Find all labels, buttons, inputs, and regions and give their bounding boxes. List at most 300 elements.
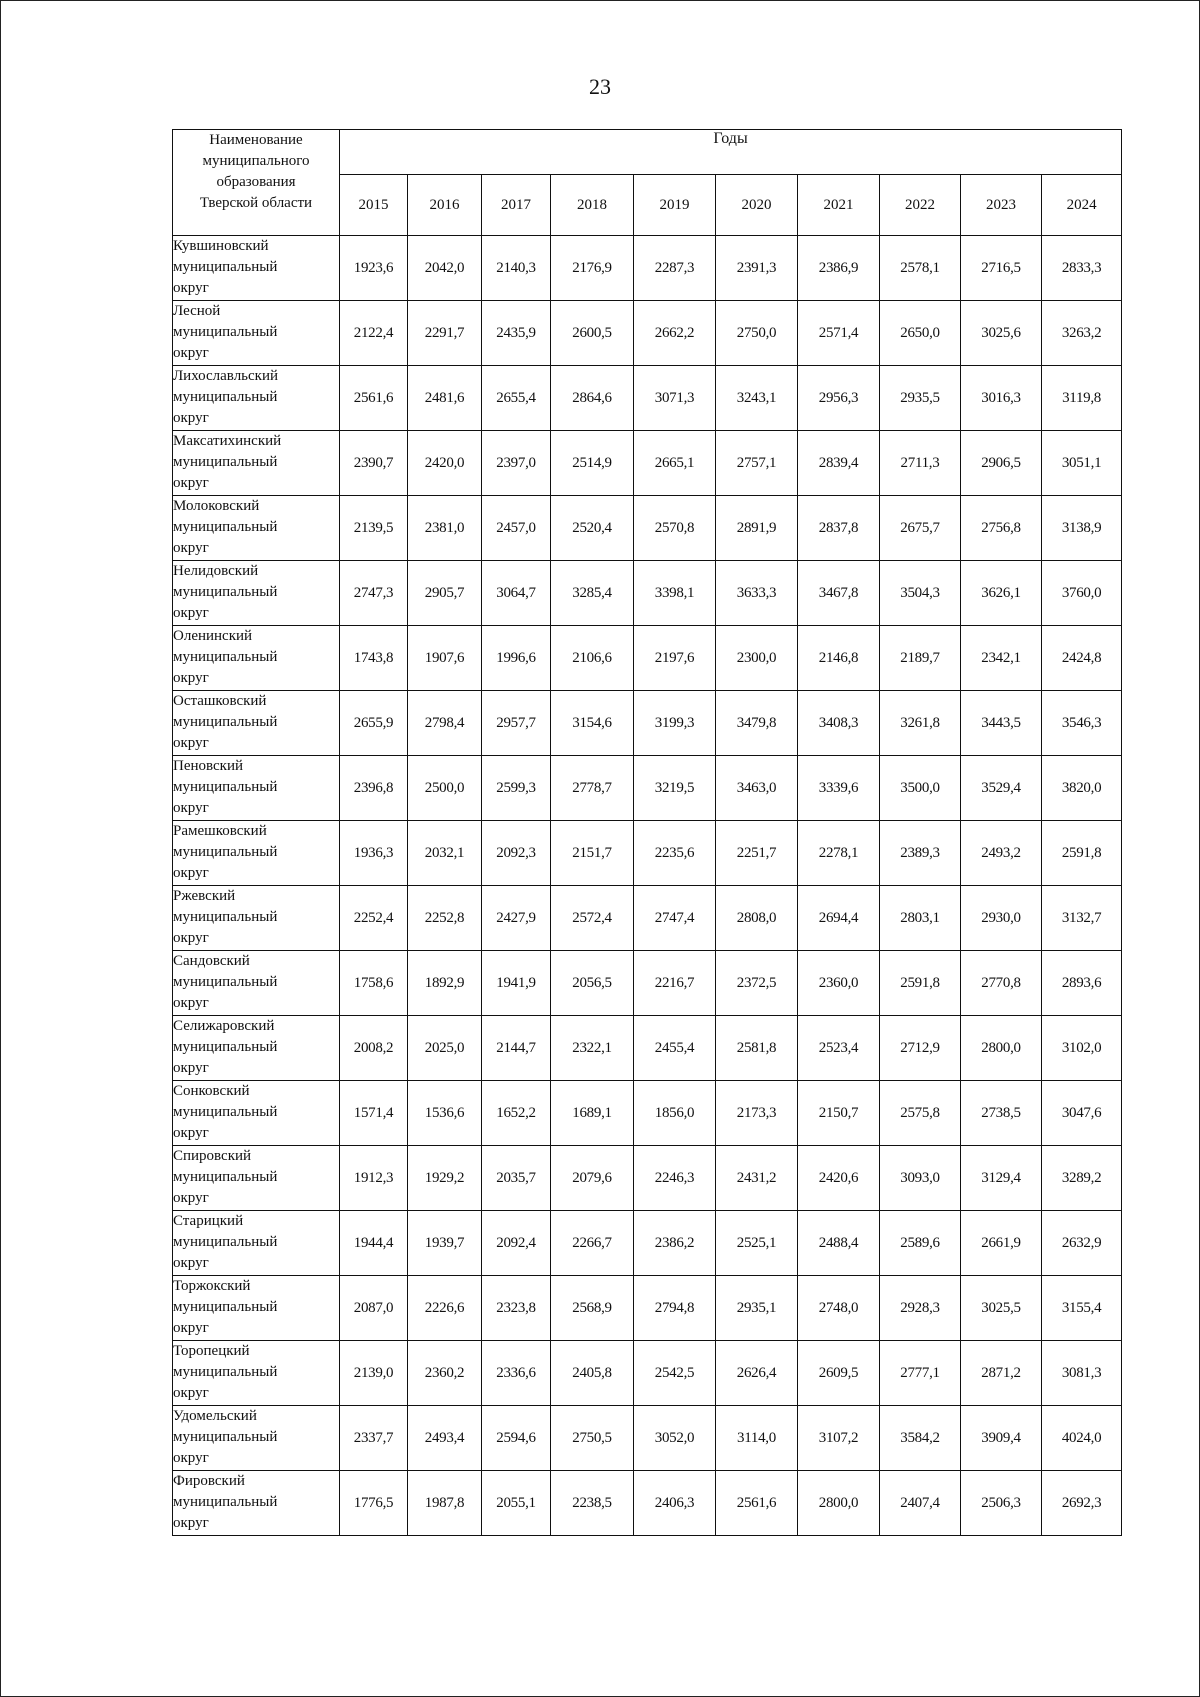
municipality-name-line: муниципальный: [173, 454, 278, 470]
value-cell-2021: 2837,8: [798, 496, 880, 561]
value-cell-2023: 3909,4: [961, 1406, 1042, 1471]
municipality-name-line: округ: [173, 800, 209, 816]
value-cell-2015: 1743,8: [340, 626, 408, 691]
value-cell-2024: 3119,8: [1042, 366, 1122, 431]
municipality-name-line: Сонковский: [173, 1083, 250, 1099]
value-cell-2015: 2337,7: [340, 1406, 408, 1471]
municipality-name-line: муниципальный: [173, 1364, 278, 1380]
value-cell-2024: 2632,9: [1042, 1211, 1122, 1276]
municipality-name-line: округ: [173, 865, 209, 881]
municipality-name-line: муниципальный: [173, 324, 278, 340]
value-cell-2018: 2106,6: [551, 626, 634, 691]
municipality-name-line: муниципальный: [173, 259, 278, 275]
municipality-name-line: Лесной: [173, 303, 221, 319]
value-cell-2019: 2570,8: [634, 496, 716, 561]
municipality-name-line: Оленинский: [173, 628, 253, 644]
value-cell-2019: 2235,6: [634, 821, 716, 886]
value-cell-2017: 2435,9: [482, 301, 551, 366]
value-cell-2023: 2770,8: [961, 951, 1042, 1016]
municipality-name-line: Лихославльский: [173, 368, 279, 384]
municipality-name-cell: [173, 821, 340, 886]
name-header-line: образования: [216, 174, 296, 190]
value-cell-2016: 2500,0: [408, 756, 482, 821]
value-cell-2015: 1758,6: [340, 951, 408, 1016]
municipality-name-line: муниципальный: [173, 584, 278, 600]
value-cell-2022: 2712,9: [880, 1016, 961, 1081]
value-cell-2022: 3584,2: [880, 1406, 961, 1471]
municipality-name-cell: [173, 496, 340, 561]
municipality-name-line: округ: [173, 930, 209, 946]
municipality-name-line: округ: [173, 670, 209, 686]
value-cell-2020: 2300,0: [716, 626, 798, 691]
value-cell-2015: 1923,6: [340, 236, 408, 301]
value-cell-2020: 2251,7: [716, 821, 798, 886]
value-cell-2018: 1689,1: [551, 1081, 634, 1146]
value-cell-2016: 1939,7: [408, 1211, 482, 1276]
value-cell-2019: 1856,0: [634, 1081, 716, 1146]
table-row: [173, 301, 1122, 366]
value-cell-2024: 3132,7: [1042, 886, 1122, 951]
value-cell-2019: 2665,1: [634, 431, 716, 496]
value-cell-2018: 2176,9: [551, 236, 634, 301]
municipality-name-cell: [173, 1276, 340, 1341]
value-cell-2023: 2661,9: [961, 1211, 1042, 1276]
municipality-name-line: Нелидовский: [173, 563, 259, 579]
value-cell-2021: 2748,0: [798, 1276, 880, 1341]
value-cell-2023: 2756,8: [961, 496, 1042, 561]
table-row: [173, 1276, 1122, 1341]
value-cell-2022: 2591,8: [880, 951, 961, 1016]
value-cell-2021: 2146,8: [798, 626, 880, 691]
name-column-header: [173, 130, 340, 236]
value-cell-2020: 2757,1: [716, 431, 798, 496]
table-row: [173, 756, 1122, 821]
municipality-name-line: Удомельский: [173, 1408, 257, 1424]
municipality-name-line: Кувшиновский: [173, 238, 269, 254]
municipality-name-line: округ: [173, 1450, 209, 1466]
table-row: [173, 1211, 1122, 1276]
value-cell-2023: 3129,4: [961, 1146, 1042, 1211]
value-cell-2022: 2650,0: [880, 301, 961, 366]
value-cell-2015: 2122,4: [340, 301, 408, 366]
value-cell-2022: 2675,7: [880, 496, 961, 561]
value-cell-2020: 2808,0: [716, 886, 798, 951]
value-cell-2015: 1944,4: [340, 1211, 408, 1276]
table-row: [173, 561, 1122, 626]
municipality-name-line: Сандовский: [173, 953, 250, 969]
municipality-name-line: Фировский: [173, 1473, 245, 1489]
value-cell-2015: 1912,3: [340, 1146, 408, 1211]
value-cell-2019: 2216,7: [634, 951, 716, 1016]
value-cell-2019: 2542,5: [634, 1341, 716, 1406]
value-cell-2020: 2626,4: [716, 1341, 798, 1406]
value-cell-2017: 2144,7: [482, 1016, 551, 1081]
value-cell-2015: 2561,6: [340, 366, 408, 431]
value-cell-2024: 2893,6: [1042, 951, 1122, 1016]
municipality-name-line: муниципальный: [173, 1169, 278, 1185]
table-header: [173, 130, 1122, 236]
value-cell-2019: 2287,3: [634, 236, 716, 301]
value-cell-2015: 2390,7: [340, 431, 408, 496]
data-table: [172, 129, 1122, 1536]
value-cell-2016: 1987,8: [408, 1471, 482, 1536]
header-row-top: [173, 130, 1122, 175]
value-cell-2022: 2711,3: [880, 431, 961, 496]
value-cell-2024: 3138,9: [1042, 496, 1122, 561]
value-cell-2023: 2871,2: [961, 1341, 1042, 1406]
value-cell-2017: 2594,6: [482, 1406, 551, 1471]
table-row: [173, 1471, 1122, 1536]
value-cell-2019: 2455,4: [634, 1016, 716, 1081]
municipality-name-line: муниципальный: [173, 974, 278, 990]
value-cell-2022: 2575,8: [880, 1081, 961, 1146]
municipality-name-line: Селижаровский: [173, 1018, 275, 1034]
value-cell-2019: 3052,0: [634, 1406, 716, 1471]
municipality-name-line: муниципальный: [173, 649, 278, 665]
value-cell-2024: 4024,0: [1042, 1406, 1122, 1471]
year-header-2017: 2017: [482, 175, 551, 236]
value-cell-2022: 2389,3: [880, 821, 961, 886]
value-cell-2024: 2424,8: [1042, 626, 1122, 691]
value-cell-2021: 2800,0: [798, 1471, 880, 1536]
value-cell-2019: 2662,2: [634, 301, 716, 366]
value-cell-2020: 3114,0: [716, 1406, 798, 1471]
value-cell-2016: 2798,4: [408, 691, 482, 756]
municipality-name-cell: [173, 431, 340, 496]
value-cell-2017: 2655,4: [482, 366, 551, 431]
municipality-name-line: муниципальный: [173, 389, 278, 405]
municipality-name-cell: [173, 1211, 340, 1276]
value-cell-2023: 2716,5: [961, 236, 1042, 301]
value-cell-2020: 3243,1: [716, 366, 798, 431]
value-cell-2016: 2226,6: [408, 1276, 482, 1341]
municipality-name-line: муниципальный: [173, 1039, 278, 1055]
value-cell-2020: 3479,8: [716, 691, 798, 756]
municipality-name-cell: [173, 691, 340, 756]
value-cell-2018: 2520,4: [551, 496, 634, 561]
value-cell-2021: 2360,0: [798, 951, 880, 1016]
table-row: [173, 1081, 1122, 1146]
value-cell-2018: 2750,5: [551, 1406, 634, 1471]
municipality-name-line: Максатихинский: [173, 433, 282, 449]
table-row: [173, 1406, 1122, 1471]
value-cell-2016: 2291,7: [408, 301, 482, 366]
value-cell-2017: 2427,9: [482, 886, 551, 951]
municipality-name-cell: [173, 1081, 340, 1146]
municipality-name-line: Торопецкий: [173, 1343, 250, 1359]
table-row: [173, 496, 1122, 561]
value-cell-2022: 2777,1: [880, 1341, 961, 1406]
value-cell-2017: 2457,0: [482, 496, 551, 561]
value-cell-2020: 2372,5: [716, 951, 798, 1016]
value-cell-2019: 3219,5: [634, 756, 716, 821]
value-cell-2016: 2360,2: [408, 1341, 482, 1406]
value-cell-2018: 3285,4: [551, 561, 634, 626]
value-cell-2024: 3081,3: [1042, 1341, 1122, 1406]
table-row: [173, 886, 1122, 951]
municipality-name-line: округ: [173, 605, 209, 621]
value-cell-2016: 1929,2: [408, 1146, 482, 1211]
municipality-name-line: муниципальный: [173, 844, 278, 860]
value-cell-2017: 1652,2: [482, 1081, 551, 1146]
municipality-name-cell: [173, 951, 340, 1016]
value-cell-2024: 3289,2: [1042, 1146, 1122, 1211]
year-header-2023: 2023: [961, 175, 1042, 236]
value-cell-2020: 3463,0: [716, 756, 798, 821]
municipality-name-line: округ: [173, 1060, 209, 1076]
municipality-name-line: Пеновский: [173, 758, 244, 774]
value-cell-2015: 2747,3: [340, 561, 408, 626]
value-cell-2023: 2906,5: [961, 431, 1042, 496]
value-cell-2019: 2197,6: [634, 626, 716, 691]
value-cell-2022: 2589,6: [880, 1211, 961, 1276]
table-row: [173, 1016, 1122, 1081]
municipality-name-line: округ: [173, 345, 209, 361]
value-cell-2023: 2506,3: [961, 1471, 1042, 1536]
table-row: [173, 626, 1122, 691]
value-cell-2017: 3064,7: [482, 561, 551, 626]
value-cell-2023: 3443,5: [961, 691, 1042, 756]
value-cell-2024: 3047,6: [1042, 1081, 1122, 1146]
year-header-2021: 2021: [798, 175, 880, 236]
value-cell-2018: 2238,5: [551, 1471, 634, 1536]
value-cell-2016: 2381,0: [408, 496, 482, 561]
value-cell-2021: 2839,4: [798, 431, 880, 496]
municipality-name-line: муниципальный: [173, 779, 278, 795]
table-row: [173, 821, 1122, 886]
municipality-name-line: муниципальный: [173, 1429, 278, 1445]
value-cell-2023: 3529,4: [961, 756, 1042, 821]
value-cell-2020: 2561,6: [716, 1471, 798, 1536]
municipality-name-cell: [173, 1016, 340, 1081]
value-cell-2016: 2252,8: [408, 886, 482, 951]
table-row: [173, 1146, 1122, 1211]
table-row: [173, 951, 1122, 1016]
value-cell-2024: 3546,3: [1042, 691, 1122, 756]
value-cell-2017: 2599,3: [482, 756, 551, 821]
municipality-name-line: Спировский: [173, 1148, 252, 1164]
municipality-name-cell: [173, 561, 340, 626]
year-header-2018: 2018: [551, 175, 634, 236]
municipality-name-line: муниципальный: [173, 1494, 278, 1510]
municipality-name-line: округ: [173, 280, 209, 296]
table-row: [173, 366, 1122, 431]
municipality-name-line: муниципальный: [173, 909, 278, 925]
value-cell-2020: 2431,2: [716, 1146, 798, 1211]
value-cell-2021: 3339,6: [798, 756, 880, 821]
municipality-name-cell: [173, 366, 340, 431]
value-cell-2020: 2581,8: [716, 1016, 798, 1081]
year-header-2024: 2024: [1042, 175, 1122, 236]
value-cell-2022: 2935,5: [880, 366, 961, 431]
value-cell-2019: 2794,8: [634, 1276, 716, 1341]
value-cell-2018: 2266,7: [551, 1211, 634, 1276]
value-cell-2019: 2747,4: [634, 886, 716, 951]
value-cell-2023: 2738,5: [961, 1081, 1042, 1146]
value-cell-2016: 2025,0: [408, 1016, 482, 1081]
value-cell-2018: 2151,7: [551, 821, 634, 886]
years-group-header: Годы: [340, 130, 1122, 175]
municipality-name-cell: [173, 1406, 340, 1471]
municipality-name-line: округ: [173, 1320, 209, 1336]
municipality-name-line: муниципальный: [173, 1234, 278, 1250]
value-cell-2016: 1536,6: [408, 1081, 482, 1146]
value-cell-2024: 2692,3: [1042, 1471, 1122, 1536]
value-cell-2017: 1941,9: [482, 951, 551, 1016]
table-row: [173, 431, 1122, 496]
municipality-name-cell: [173, 1471, 340, 1536]
value-cell-2021: 2386,9: [798, 236, 880, 301]
value-cell-2016: 2042,0: [408, 236, 482, 301]
table-row: [173, 1341, 1122, 1406]
value-cell-2017: 2957,7: [482, 691, 551, 756]
municipality-name-line: Ржевский: [173, 888, 236, 904]
value-cell-2023: 3626,1: [961, 561, 1042, 626]
value-cell-2017: 2140,3: [482, 236, 551, 301]
value-cell-2017: 2092,4: [482, 1211, 551, 1276]
value-cell-2024: 2591,8: [1042, 821, 1122, 886]
value-cell-2021: 2523,4: [798, 1016, 880, 1081]
value-cell-2018: 2864,6: [551, 366, 634, 431]
municipality-name-cell: [173, 236, 340, 301]
value-cell-2023: 2342,1: [961, 626, 1042, 691]
value-cell-2017: 2092,3: [482, 821, 551, 886]
name-header-line: муниципального: [202, 153, 310, 169]
value-cell-2018: 2572,4: [551, 886, 634, 951]
value-cell-2017: 2035,7: [482, 1146, 551, 1211]
name-header-line: Тверской области: [199, 195, 313, 211]
value-cell-2022: 2928,3: [880, 1276, 961, 1341]
value-cell-2021: 2420,6: [798, 1146, 880, 1211]
value-cell-2018: 3154,6: [551, 691, 634, 756]
value-cell-2016: 2481,6: [408, 366, 482, 431]
value-cell-2023: 2493,2: [961, 821, 1042, 886]
value-cell-2021: 2150,7: [798, 1081, 880, 1146]
value-cell-2024: 2833,3: [1042, 236, 1122, 301]
municipality-name-cell: [173, 1341, 340, 1406]
value-cell-2015: 2139,5: [340, 496, 408, 561]
value-cell-2019: 3199,3: [634, 691, 716, 756]
municipality-name-cell: [173, 886, 340, 951]
municipality-name-line: округ: [173, 1515, 209, 1531]
value-cell-2024: 3820,0: [1042, 756, 1122, 821]
table-body: [173, 236, 1122, 1536]
value-cell-2020: 2173,3: [716, 1081, 798, 1146]
value-cell-2021: 2488,4: [798, 1211, 880, 1276]
value-cell-2015: 1936,3: [340, 821, 408, 886]
municipality-name-line: округ: [173, 995, 209, 1011]
value-cell-2019: 2386,2: [634, 1211, 716, 1276]
table-row: [173, 691, 1122, 756]
value-cell-2018: 2600,5: [551, 301, 634, 366]
value-cell-2020: 2935,1: [716, 1276, 798, 1341]
page-number: 23: [589, 74, 611, 99]
value-cell-2016: 2032,1: [408, 821, 482, 886]
value-cell-2017: 2055,1: [482, 1471, 551, 1536]
value-cell-2022: 2803,1: [880, 886, 961, 951]
value-cell-2021: 2956,3: [798, 366, 880, 431]
value-cell-2017: 2397,0: [482, 431, 551, 496]
municipality-name-line: муниципальный: [173, 519, 278, 535]
value-cell-2015: 2396,8: [340, 756, 408, 821]
value-cell-2022: 2578,1: [880, 236, 961, 301]
value-cell-2024: 3155,4: [1042, 1276, 1122, 1341]
value-cell-2023: 3025,6: [961, 301, 1042, 366]
value-cell-2024: 3102,0: [1042, 1016, 1122, 1081]
value-cell-2015: 2139,0: [340, 1341, 408, 1406]
value-cell-2022: 3261,8: [880, 691, 961, 756]
municipality-name-line: округ: [173, 1190, 209, 1206]
value-cell-2022: 2189,7: [880, 626, 961, 691]
value-cell-2021: 2278,1: [798, 821, 880, 886]
year-header-2015: 2015: [340, 175, 408, 236]
municipality-name-line: округ: [173, 1125, 209, 1141]
year-header-2020: 2020: [716, 175, 798, 236]
municipality-name-line: Осташковский: [173, 693, 267, 709]
value-cell-2015: 1776,5: [340, 1471, 408, 1536]
municipality-name-line: Рамешковский: [173, 823, 267, 839]
value-cell-2023: 3016,3: [961, 366, 1042, 431]
municipality-name-cell: [173, 626, 340, 691]
value-cell-2018: 2056,5: [551, 951, 634, 1016]
name-header-line: Наименование: [209, 132, 303, 148]
value-cell-2016: 1907,6: [408, 626, 482, 691]
table-row: [173, 236, 1122, 301]
value-cell-2015: 2087,0: [340, 1276, 408, 1341]
value-cell-2015: 1571,4: [340, 1081, 408, 1146]
value-cell-2018: 2514,9: [551, 431, 634, 496]
municipality-name-line: Торжокский: [173, 1278, 251, 1294]
value-cell-2023: 2930,0: [961, 886, 1042, 951]
value-cell-2016: 2493,4: [408, 1406, 482, 1471]
municipality-name-line: муниципальный: [173, 1104, 278, 1120]
value-cell-2019: 3398,1: [634, 561, 716, 626]
municipality-name-line: муниципальный: [173, 1299, 278, 1315]
municipality-name-line: округ: [173, 1385, 209, 1401]
value-cell-2018: 2568,9: [551, 1276, 634, 1341]
year-header-2019: 2019: [634, 175, 716, 236]
value-cell-2020: 3633,3: [716, 561, 798, 626]
value-cell-2019: 2246,3: [634, 1146, 716, 1211]
value-cell-2015: 2655,9: [340, 691, 408, 756]
value-cell-2017: 2323,8: [482, 1276, 551, 1341]
value-cell-2018: 2778,7: [551, 756, 634, 821]
year-header-2016: 2016: [408, 175, 482, 236]
value-cell-2021: 2571,4: [798, 301, 880, 366]
value-cell-2016: 2420,0: [408, 431, 482, 496]
value-cell-2017: 1996,6: [482, 626, 551, 691]
value-cell-2021: 2694,4: [798, 886, 880, 951]
municipality-name-line: округ: [173, 1255, 209, 1271]
value-cell-2024: 3760,0: [1042, 561, 1122, 626]
value-cell-2020: 2391,3: [716, 236, 798, 301]
value-cell-2015: 2008,2: [340, 1016, 408, 1081]
value-cell-2022: 2407,4: [880, 1471, 961, 1536]
municipality-name-line: муниципальный: [173, 714, 278, 730]
value-cell-2020: 2525,1: [716, 1211, 798, 1276]
value-cell-2018: 2079,6: [551, 1146, 634, 1211]
value-cell-2018: 2405,8: [551, 1341, 634, 1406]
value-cell-2023: 3025,5: [961, 1276, 1042, 1341]
value-cell-2023: 2800,0: [961, 1016, 1042, 1081]
value-cell-2019: 3071,3: [634, 366, 716, 431]
municipality-name-line: Старицкий: [173, 1213, 244, 1229]
value-cell-2022: 3504,3: [880, 561, 961, 626]
value-cell-2017: 2336,6: [482, 1341, 551, 1406]
value-cell-2019: 2406,3: [634, 1471, 716, 1536]
value-cell-2020: 2891,9: [716, 496, 798, 561]
value-cell-2021: 2609,5: [798, 1341, 880, 1406]
